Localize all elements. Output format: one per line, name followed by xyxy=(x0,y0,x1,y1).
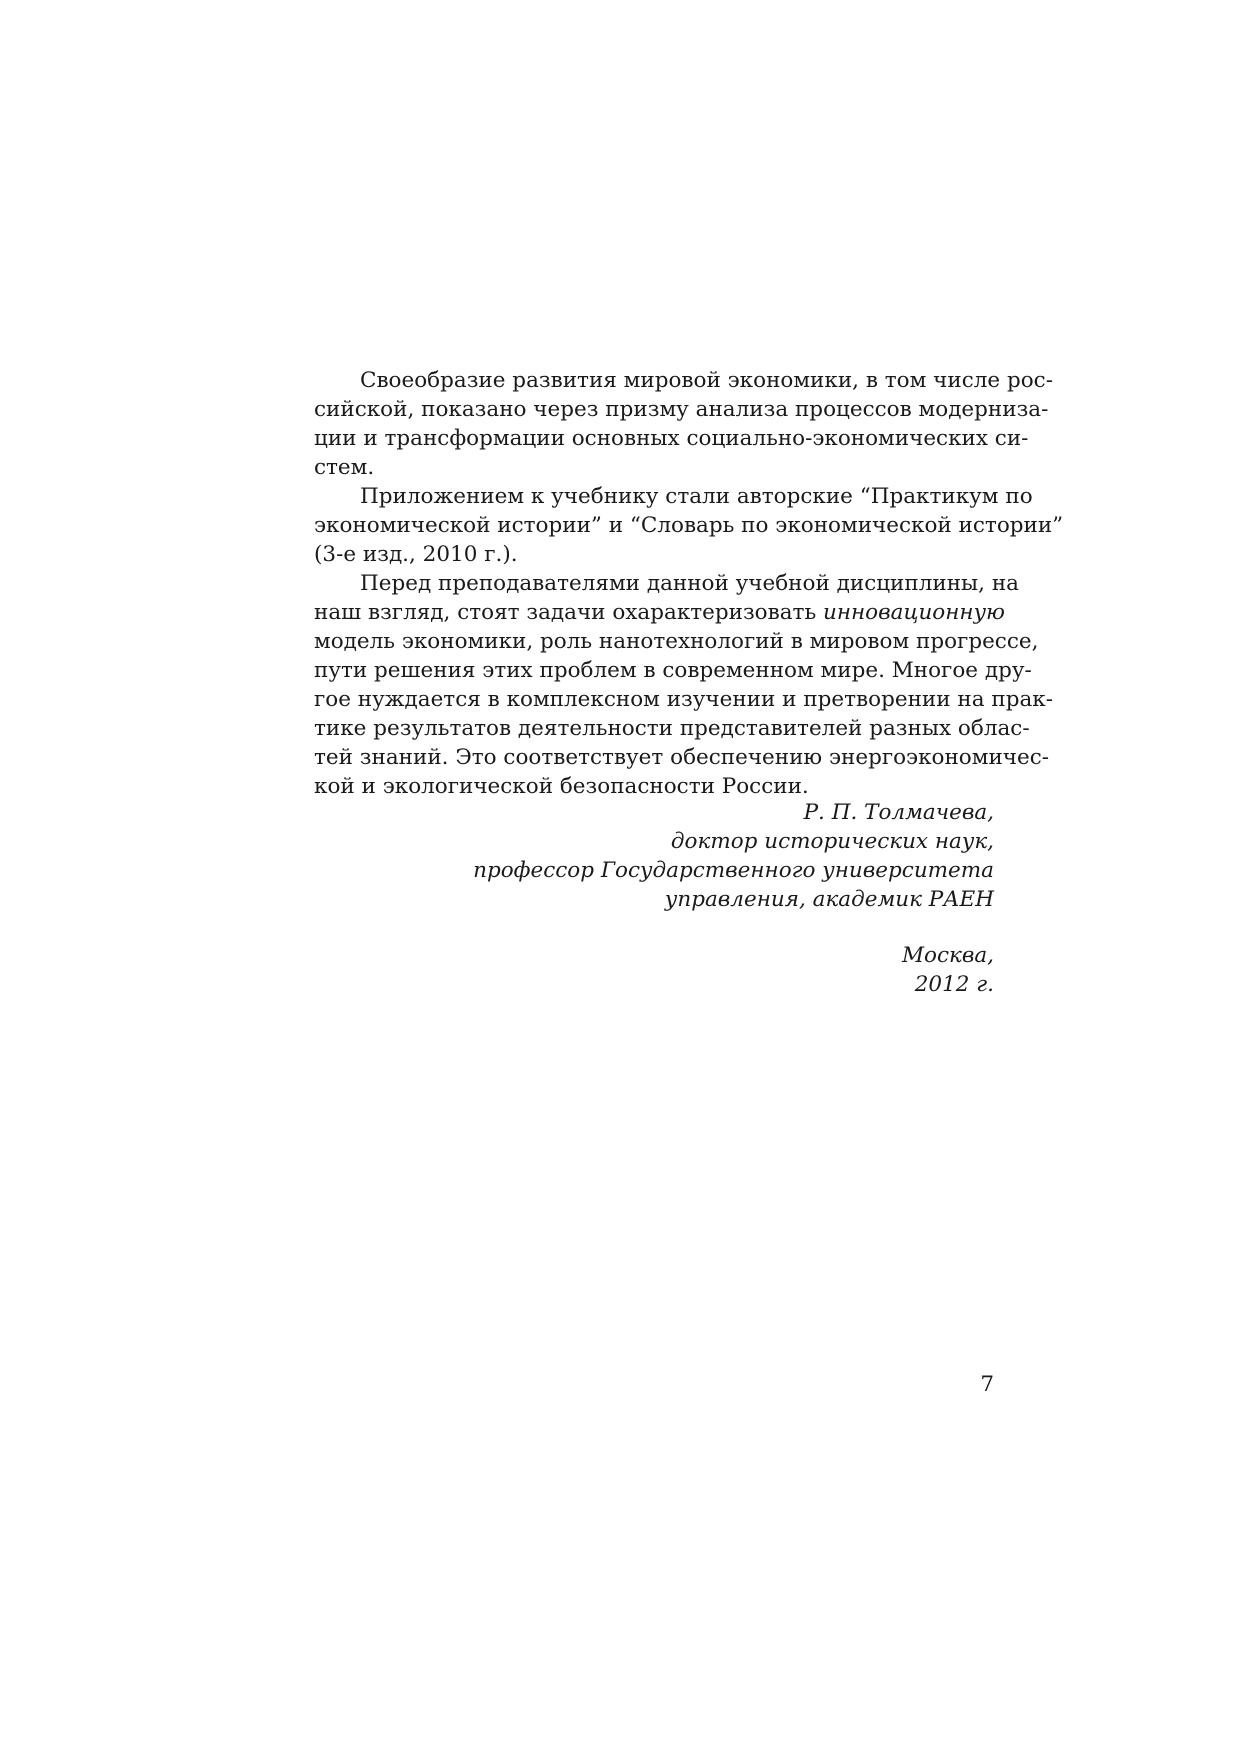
text-line: Приложением к учебнику стали авторские “Практикум по xyxy=(360,484,1033,509)
text-line: пути решения этих проблем в современном мире. Многое дру- xyxy=(314,658,1032,683)
text-line-with-emphasis xyxy=(314,598,1005,627)
author-name: Р. П. Толмачева, xyxy=(803,800,994,825)
text-line: модель экономики, роль нанотехнологий в мировом прогрессе, xyxy=(314,629,1039,654)
text-line: Своеобразие развития мировой экономики, в том числе рос- xyxy=(360,368,1053,393)
author-signature xyxy=(314,798,994,914)
text-line: гое нуждается в комплексном изучении и претворении на прак- xyxy=(314,687,1053,712)
emphasis-word: инновационную xyxy=(823,600,1005,625)
text-line: сийской, показано через призму анализа процессов модерниза- xyxy=(314,397,1049,422)
paragraph-3 xyxy=(314,569,1053,801)
year: 2012 г. xyxy=(914,972,994,997)
text-line: стем. xyxy=(314,455,375,480)
author-position-cont: управления, академик РАЕН xyxy=(664,887,994,912)
text-line: тей знаний. Это соответствует обеспечению энергоэкономичес- xyxy=(314,745,1050,770)
page-number: 7 xyxy=(980,1372,994,1397)
place-date xyxy=(314,941,994,999)
city: Москва, xyxy=(901,943,994,968)
text-line: кой и экологической безопасности России. xyxy=(314,774,809,799)
text-line: экономической истории” и “Словарь по экономической истории” xyxy=(314,513,1064,538)
body-text xyxy=(314,366,1064,801)
paragraph-2 xyxy=(314,482,1064,569)
paragraph-1 xyxy=(314,366,1053,482)
text-line: тике результатов деятельности представителей разных облас- xyxy=(314,716,1030,741)
text-line: Перед преподавателями данной учебной дисциплины, на xyxy=(360,571,1019,596)
text-line: ции и трансформации основных социально-экономических си- xyxy=(314,426,1029,451)
text-line: (3-е изд., 2010 г.). xyxy=(314,542,518,567)
text-fragment: наш взгляд, стоят задачи охарактеризовать xyxy=(314,600,823,625)
author-position: профессор Государственного университета xyxy=(473,858,994,883)
author-degree: доктор исторических наук, xyxy=(670,829,994,854)
